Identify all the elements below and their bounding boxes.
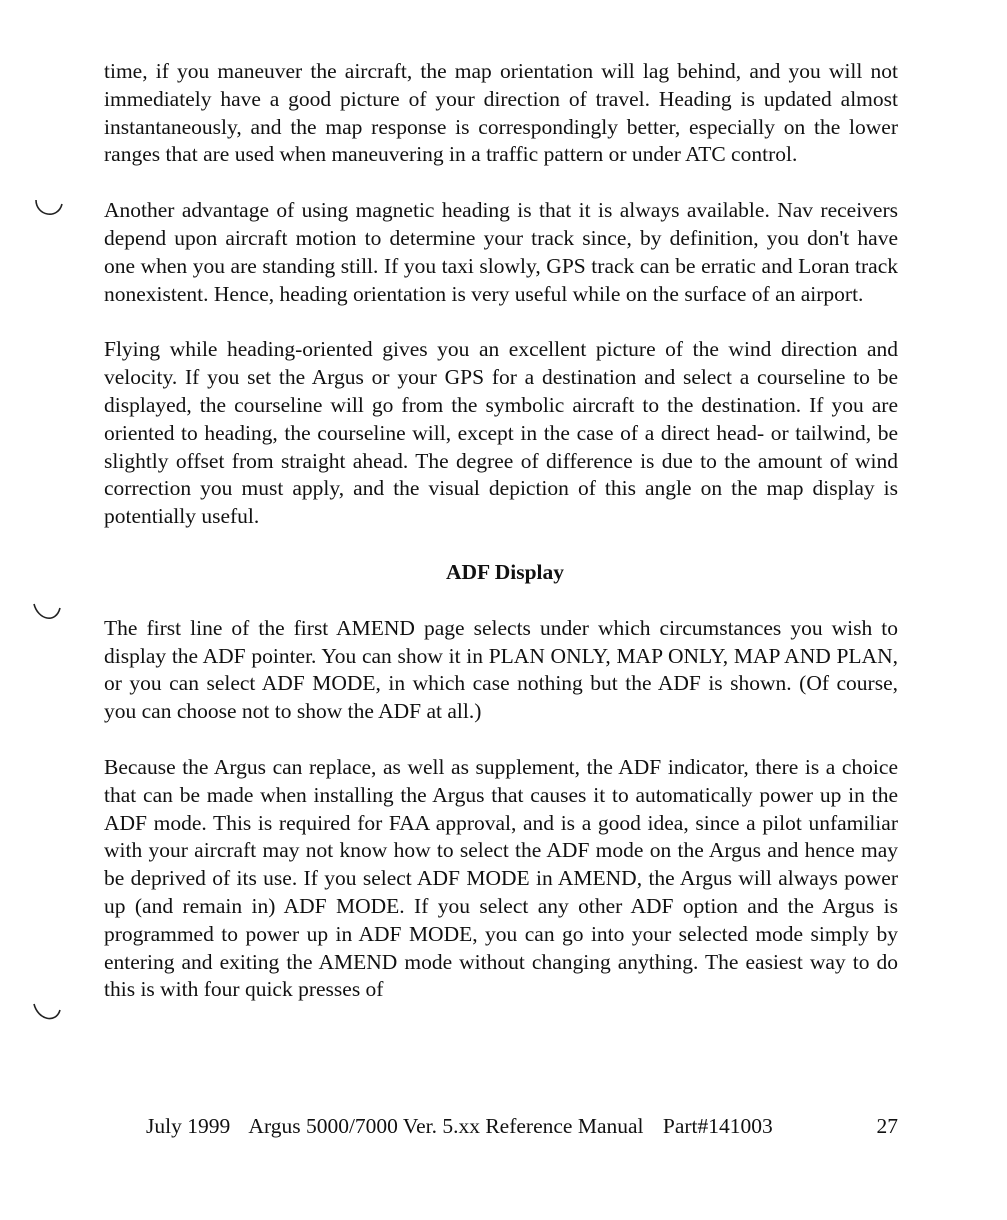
- punch-hole-mark-bottom: [28, 1000, 64, 1026]
- paragraph-wind-picture: Flying while heading-oriented gives you an excellent picture of the wind direction and velocity. If you set the Argus or your GPS for a destination and select a courseline to be displayed, the courseline will go from the symbolic aircraft to the destination. If you are oriented to heading, the courseline will, except in the case of a direct head- or tailwind, be slightly offset from straight ahead. The degree of difference is due to the amount of wind correction you must apply, and the visual depiction of this angle on the map display is potentially useful.: [104, 337, 898, 529]
- footer-date: July 1999: [146, 1114, 231, 1138]
- paragraph-adf-pointer: The first line of the first AMEND page selects under which circumstances you wish to display the ADF pointer. You can show it in PLAN ONLY, MAP ONLY, MAP AND PLAN, or you can select ADF MODE, in which case nothing but the ADF is shown. (Of course, you can choose not to show the ADF at all.): [104, 615, 898, 724]
- page-footer: [146, 1112, 898, 1140]
- paragraph-magnetic-heading: Another advantage of using magnetic heading is that it is always available. Nav receivers depend upon aircraft motion to determine your track since, by definition, you don't have one when you are standing still. If you taxi slowly, GPS track can be erratic and Loran track nonexistent. Hence, heading orientation is very useful while on the surface of an airport.: [104, 198, 898, 306]
- punch-hole-mark-middle: [28, 600, 64, 626]
- footer-title: Argus 5000/7000 Ver. 5.xx Reference Manual: [248, 1114, 644, 1138]
- page-number: 27: [876, 1114, 898, 1138]
- paragraph-adf-mode: Because the Argus can replace, as well as supplement, the ADF indicator, there is a choice that can be made when installing the Argus that causes it to automatically power up in the ADF mode. This is required for FAA approval, and is a good idea, since a pilot unfamiliar with your aircraft may not know how to select the ADF mode on the Argus and hence may be deprived of its use. If you select ADF MODE in AMEND, the Argus will always power up (and remain in) ADF MODE. If you select any other ADF option and the Argus is programmed to power up in ADF MODE, you can go into your selected mode simply by entering and exiting the AMEND mode without changing anything. The easiest way to do this is with four quick presses of: [104, 754, 898, 1002]
- paragraph-map-lag: time, if you maneuver the aircraft, the map orientation will lag behind, and you will not immediately have a good picture of your direction of travel. Heading is updated almost instantaneously, and the map response is correspondingly better, especially on the lower ranges that are used when maneuvering in a traffic pattern or under ATC control.: [104, 59, 898, 167]
- section-heading: ADF Display: [445, 559, 565, 584]
- footer-part-number: Part#141003: [662, 1114, 773, 1138]
- punch-hole-mark-top: [28, 196, 64, 222]
- body-text: [104, 58, 898, 1032]
